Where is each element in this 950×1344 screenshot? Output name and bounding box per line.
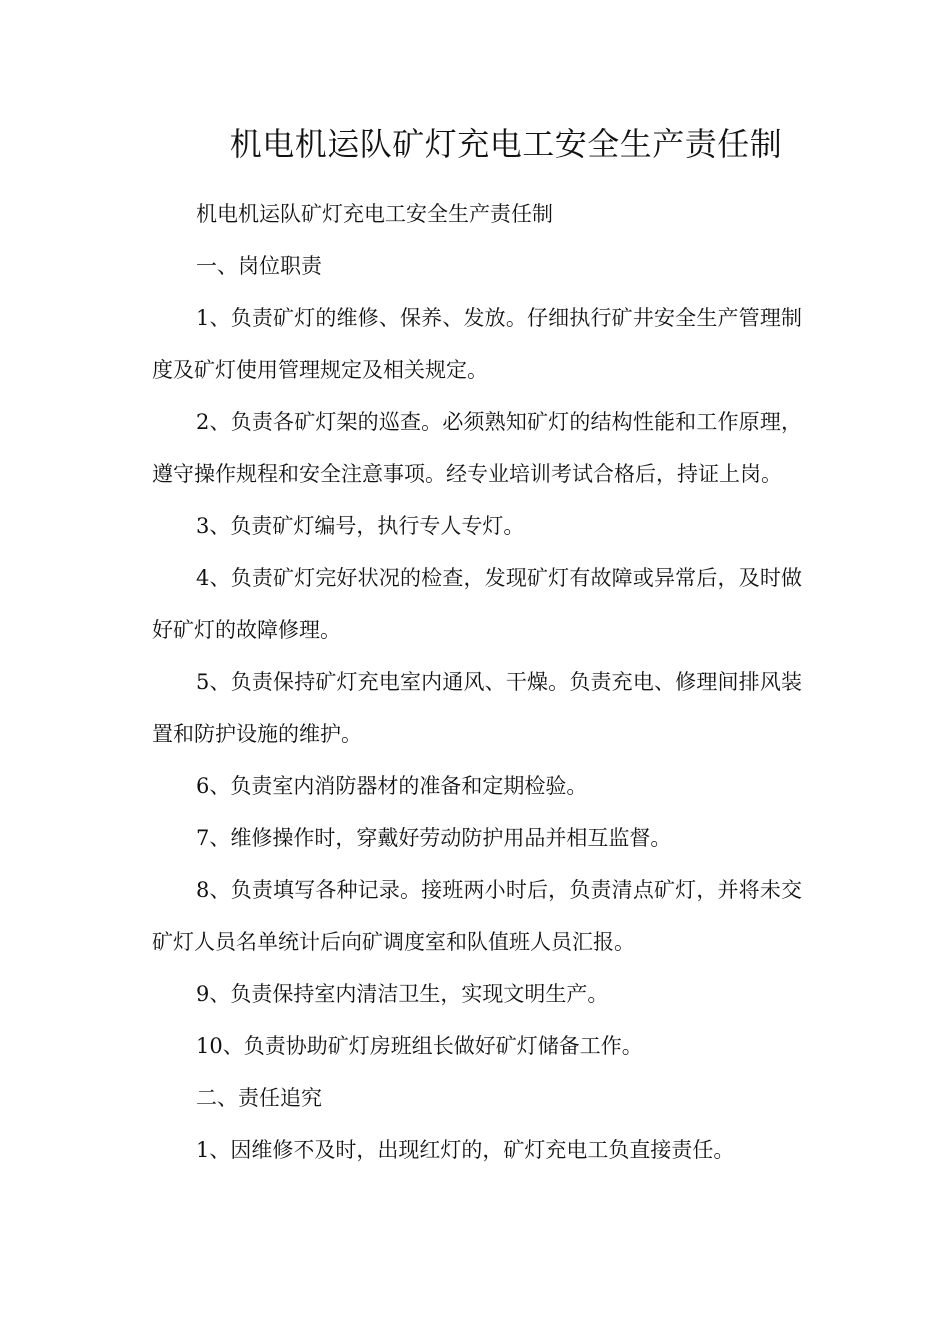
- paragraph-item: 1、因维修不及时，出现红灯的，矿灯充电工负直接责任。: [196, 1138, 735, 1162]
- paragraph-item: 8、负责填写各种记录。接班两小时后，负责清点矿灯，并将未交矿灯人员名单统计后向矿调度室和队值班人员汇报。: [152, 878, 802, 954]
- section-heading-accountability: 二、责任追究: [196, 1086, 322, 1110]
- paragraph-item: 4、负责矿灯完好状况的检查，发现矿灯有故障或异常后，及时做好矿灯的故障修理。: [152, 566, 802, 642]
- paragraph-item: 6、负责室内消防器材的准备和定期检验。: [196, 774, 588, 798]
- paragraph-item: 1、负责矿灯的维修、保养、发放。仔细执行矿井安全生产管理制度及矿灯使用管理规定及相关规定。: [152, 306, 802, 382]
- paragraph-item: 9、负责保持室内清洁卫生，实现文明生产。: [196, 982, 609, 1006]
- paragraph-item: 5、负责保持矿灯充电室内通风、干燥。负责充电、修理间排风装置和防护设施的维护。: [152, 670, 802, 746]
- document-body: [152, 188, 802, 1176]
- paragraph-item: 3、负责矿灯编号，执行专人专灯。: [196, 514, 525, 538]
- paragraph-item: 7、维修操作时，穿戴好劳动防护用品并相互监督。: [196, 826, 672, 850]
- paragraph-item: 10、负责协助矿灯房班组长做好矿灯储备工作。: [196, 1034, 643, 1058]
- paragraph-subtitle: 机电机运队矿灯充电工安全生产责任制: [196, 202, 553, 226]
- section-heading-duties: 一、岗位职责: [196, 254, 322, 278]
- document-title: 机电机运队矿灯充电工安全生产责任制: [229, 125, 783, 163]
- paragraph-item: 2、负责各矿灯架的巡查。必须熟知矿灯的结构性能和工作原理，遵守操作规程和安全注意事项。经专业培训考试合格后，持证上岗。: [152, 410, 802, 486]
